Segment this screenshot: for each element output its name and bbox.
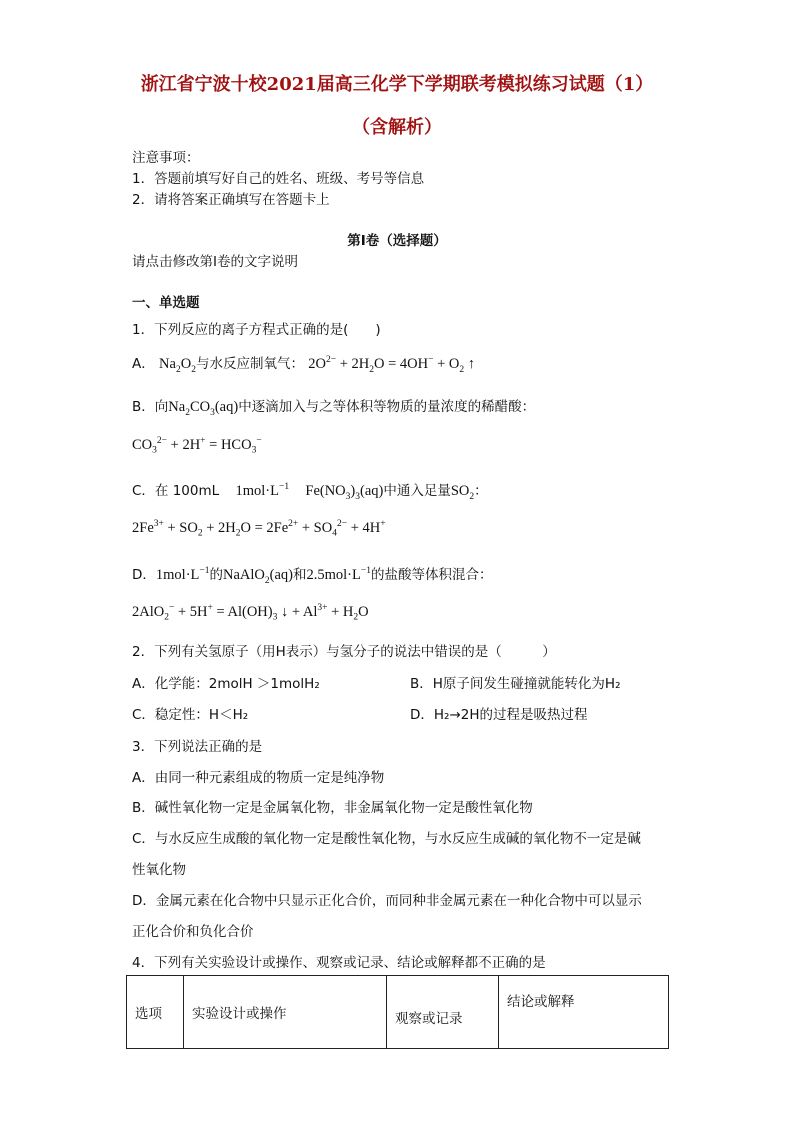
option-d-text-2: 和: [293, 567, 307, 583]
option-c-text: 中通入足量: [383, 483, 451, 499]
equation-d: $2AlO_2^- + 5H^+ = Al(OH)_3$ ↓ + $Al^{3+} + H_2O$: [132, 603, 369, 623]
question-1-option-c: C．在 100mL $1mol\cdot L^{-1}$ $Fe(NO_3)_3(aq)$中通入足量$SO_2$：: [132, 482, 488, 502]
formula-so2: $SO_2$: [450, 483, 475, 502]
table-header-option: 选项: [127, 976, 184, 1049]
option-d-text-3: 的盐酸等体积混合：: [370, 567, 493, 583]
page-title: 浙江省宁波十校2021届高三化学下学期联考模拟练习试题（1）: [140, 74, 654, 95]
question-3-option-a: A．由同一种元素组成的物质一定是纯净物: [132, 770, 385, 786]
question-1-option-d: [132, 563, 492, 586]
question-3-option-d-cont: 正化合价和负化合价: [132, 924, 254, 940]
question-1-stem: 1．下列反应的离子方程式正确的是( ): [132, 322, 381, 338]
formula-naalo2: NaAlO$_2$(aq): [223, 567, 293, 586]
question-3-stem: 3．下列说法正确的是: [132, 739, 263, 755]
table-header-row: [127, 976, 669, 1049]
question-1-option-a: [132, 352, 475, 375]
question-2-option-a: A．化学能：2molH ＞1molH₂: [132, 676, 320, 692]
concentration-c: $1mol\cdot L^{-1}$: [235, 482, 290, 499]
notice-item-2: 2．请将答案正确填写在答题卡上: [132, 192, 330, 208]
option-d-text-1: 的: [209, 567, 224, 583]
formula-na2co3: $Na_2CO_3(aq)$: [168, 399, 239, 418]
formula-na2o2: $Na_2O_2$: [159, 356, 196, 375]
question-2-stem: 2．下列有关氢原子（用H表示）与氢分子的说法中错误的是（ ）: [132, 644, 556, 660]
option-b-label: B．向: [132, 399, 169, 415]
concentration-d2: $2.5mol\cdot L^{-1}$: [306, 566, 371, 583]
volume-title: 第I卷（选择题）: [347, 233, 447, 249]
equation-b: $CO_3^{2-} + 2H^+ = HCO_3^-$: [132, 436, 262, 456]
table-header-conclusion: 结论或解释: [499, 976, 669, 1049]
question-3-option-d: D．金属元素在化合物中只显示正化合价，而同种非金属元素在一种化合物中可以显示: [132, 893, 642, 909]
notice-item-1: 1．答题前填写好自己的姓名、班级、考号等信息: [132, 171, 425, 187]
question-2-option-b: B．H原子间发生碰撞就能转化为H₂: [410, 676, 621, 692]
section-heading: 一、单选题: [132, 295, 200, 311]
volume-note: 请点击修改第I卷的文字说明: [132, 254, 298, 270]
equation-c: $2Fe^{3+} + SO_2 + 2H_2O = 2Fe^{2+} + SO_4^{2-} + 4H^+$: [132, 519, 386, 539]
table-header-observation: 观察或记录: [387, 976, 499, 1049]
notice-heading: 注意事项：: [132, 150, 200, 166]
question-2-option-d: D．H₂→2H的过程是吸热过程: [410, 707, 588, 723]
question-2-option-c: C．稳定性：H＜H₂: [132, 707, 249, 723]
option-a-label: A．: [132, 356, 155, 372]
option-c-label: C．在 100mL: [132, 483, 220, 499]
formula-feno3: $Fe(NO_3)_3(aq)$: [305, 483, 384, 502]
question-3-option-b: B．碱性氧化物一定是金属氧化物，非金属氧化物一定是酸性氧化物: [132, 800, 533, 816]
experiment-table: [126, 975, 669, 1049]
equation-a: $2O^{2-} + 2H_2O = 4OH^- + O_2$ ↑: [308, 355, 475, 375]
page-subtitle: （含解析）: [352, 117, 442, 138]
option-b-text: 中逐滴加入与之等体积等物质的量浓度的稀醋酸：: [238, 399, 536, 415]
question-3-option-c: C．与水反应生成酸的氧化物一定是酸性氧化物，与水反应生成碱的氧化物不一定是碱: [132, 831, 641, 847]
option-d-label: D．: [132, 567, 156, 583]
table-header-design: 实验设计或操作: [184, 976, 387, 1049]
question-4-stem: 4．下列有关实验设计或操作、观察或记录、结论或解释都不正确的是: [132, 955, 546, 971]
concentration-d1: $1mol\cdot L^{-1}$: [155, 566, 210, 583]
question-1-option-b: [132, 395, 535, 418]
option-a-text: 与水反应制氧气：: [195, 356, 304, 372]
question-3-option-c-cont: 性氧化物: [132, 862, 186, 878]
